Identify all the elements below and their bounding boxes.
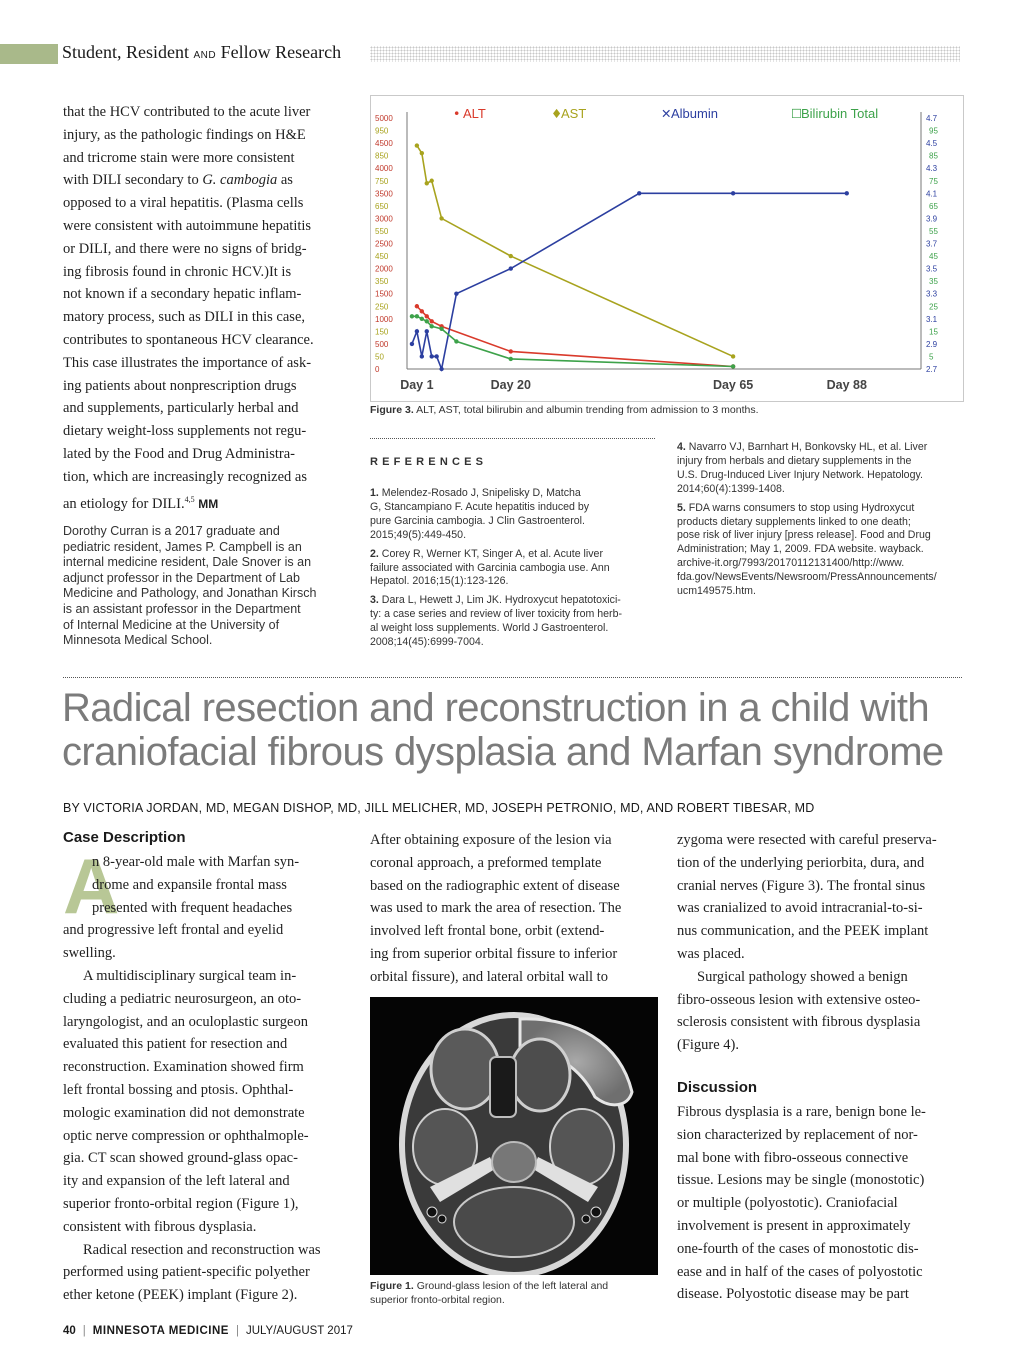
left-axis-tick-label: 1000 [375, 314, 393, 324]
figure1-caption-text: superior fronto-orbital region. [370, 1293, 505, 1306]
left-axis-tick-label: 4500 [375, 139, 393, 149]
text-line: sclerosis consistent with fibrous dysplasia [677, 1014, 921, 1031]
references-column-2 [677, 441, 967, 604]
text-line: A multidisciplinary surgical team in- [83, 967, 297, 984]
text-line: were consistent with autoimmune hepatitis [63, 217, 312, 234]
reference-text: 2015;49(5):449-450. [370, 528, 467, 541]
text-line: swelling. [63, 945, 116, 962]
data-point-bilirubin-total [731, 364, 735, 368]
text-line: orbital fissure), and lateral orbital wall to [370, 968, 608, 985]
section-header-part2: Fellow Research [220, 42, 342, 62]
data-point-albumin [420, 354, 424, 358]
text-line: ity and expansion of the left lateral and [63, 1173, 290, 1190]
text-line: Surgical pathology showed a benign [697, 968, 908, 985]
previous-article-text [63, 101, 348, 515]
data-point-albumin [845, 191, 849, 195]
right-axis-inner-tick-label: 65 [929, 201, 938, 211]
right-axis-tick-label: 2.9 [926, 339, 938, 349]
data-point-bilirubin-total [420, 317, 424, 321]
reference-text: FDA warns consumers to stop using Hydroxycut [688, 501, 915, 514]
section-header-and: AND [193, 50, 217, 61]
references-divider [370, 438, 655, 439]
text-line: Radical resection and reconstruction was [83, 1241, 321, 1258]
data-point-alt [509, 349, 513, 353]
text-line: opposed to a viral hepatitis. (Plasma cells [63, 195, 304, 212]
reference-text: archive-it.org/7993/20170112131400/http://www. [677, 557, 905, 570]
article-title-line: Radical resection and reconstruction in a child with [62, 686, 930, 730]
text-line: gia. CT scan showed ground-glass opac- [63, 1150, 298, 1167]
text-line: zygoma were resected with careful preserva- [677, 832, 937, 848]
data-point-ast [420, 151, 424, 155]
discussion-heading: Discussion [677, 1079, 758, 1096]
text-line: nus communication, and the PEEK implant [677, 923, 929, 940]
article-title [62, 686, 944, 774]
text-line: was cranialized to avoid intracranial-to-si- [677, 900, 923, 917]
text-line: mal bone with fibro-osseous connective [677, 1149, 909, 1166]
data-point-ast [439, 216, 443, 220]
text-line: (Figure 4). [677, 1037, 740, 1054]
case-description-heading: Case Description [63, 829, 186, 846]
text-line: or DILI, and there were no signs of bridg- [63, 240, 307, 257]
data-point-albumin [434, 354, 438, 358]
left-axis-tick-label: 3000 [375, 214, 393, 224]
data-point-ast [425, 181, 429, 185]
left-axis-tick-label: 2500 [375, 239, 393, 249]
right-axis-inner-tick-label: 55 [929, 226, 938, 236]
x-axis-category-label: Day 65 [712, 378, 754, 392]
data-point-alt [430, 319, 434, 323]
reference-text: ucm149575.htm. [677, 585, 756, 598]
text-line: that the HCV contributed to the acute liver [63, 104, 311, 120]
right-axis-tick-label: 3.1 [926, 314, 938, 324]
reference-item [677, 502, 967, 599]
data-point-bilirubin-total [410, 314, 414, 318]
text-line: and tricrome stain were more consistent [63, 149, 295, 166]
text-line: was used to mark the area of resection. The [370, 900, 622, 917]
text-line: and supplements, particularly herbal and [63, 400, 299, 417]
page-number: 40 [63, 1325, 76, 1337]
data-point-albumin [637, 191, 641, 195]
reference-text: Melendez-Rosado J, Snipelisky D, Matcha [381, 487, 581, 499]
text-line: an etiology for DILI.$^{4,5}$ MM [63, 494, 219, 512]
left-axis-inner-tick-label: 350 [375, 277, 389, 287]
reference-number: 4. [677, 441, 686, 453]
right-axis-tick-label: 3.3 [926, 289, 938, 299]
x-axis-category-label: Day 1 [400, 378, 434, 392]
bio-line: Dorothy Curran is a 2017 graduate and [63, 524, 280, 538]
right-axis-inner-tick-label: 25 [929, 302, 938, 312]
text-line: cranial nerves (Figure 3). The frontal sinus [677, 877, 926, 894]
text-line: evaluated this patient for resection and [63, 1036, 288, 1053]
right-axis-inner-tick-label: 35 [929, 277, 938, 287]
references-heading: REFERENCES [370, 456, 488, 468]
reference-text: Administration; May 1, 2009. FDA website. wayback. [677, 543, 924, 556]
reference-text: al weight loss supplements. World J Gastroenterol. [370, 622, 609, 635]
legend-label: Albumin [671, 106, 718, 121]
legend-label: ALT [463, 106, 486, 121]
reference-number: 5. [677, 501, 686, 514]
citation-superscript: 4,5 [184, 494, 195, 504]
text-line: ether ketone (PEEK) implant (Figure 2). [63, 1287, 298, 1304]
text-line: fibro-osseous lesion with extensive osteo- [677, 991, 921, 1008]
series-line-albumin [412, 193, 847, 369]
text-line: After obtaining exposure of the lesion via [370, 832, 612, 848]
reference-number: 3. [370, 594, 379, 607]
text-line: laryngologist, and an oculoplastic surgeon [63, 1013, 308, 1030]
text-line: sion characterized by replacement of nor- [677, 1126, 918, 1143]
text-line: Fibrous dysplasia is a rare, benign bone le- [677, 1104, 926, 1120]
figure3-caption-text: ALT, AST, total bilirubin and albumin trending from admission to 3 months. [416, 404, 759, 416]
reference-text: Dara L, Hewett J, Lim JK. Hydroxycut hepatotoxici- [381, 594, 621, 607]
reference-text: failure associated with Garcinia cambogia use. Ann [370, 561, 610, 574]
figure1-caption-text: Ground-glass lesion of the left lateral and [416, 1280, 609, 1292]
text-line: ing patients about nonprescription drugs [63, 377, 297, 394]
reference-number: 2. [370, 547, 379, 560]
text-line: reconstruction. Examination showed firm [63, 1059, 304, 1076]
text-line: based on the radiographic extent of disease [370, 877, 620, 894]
bio-line: of Internal Medicine at the University of [63, 617, 280, 632]
left-axis-tick-label: 5000 [375, 114, 393, 123]
author-bio [63, 524, 343, 649]
data-point-albumin [410, 342, 414, 346]
text-line: superior fronto-orbital region (Figure 1), [63, 1195, 299, 1212]
right-axis-inner-tick-label: 15 [929, 327, 938, 337]
legend-marker: ☐ [791, 106, 803, 121]
data-point-albumin [425, 329, 429, 333]
data-point-alt [425, 314, 429, 318]
text-line: drome and expansile frontal mass [92, 876, 287, 893]
text-line: ing from superior orbital fissure to inferior [370, 945, 618, 962]
reference-text: Corey R, Werner KT, Singer A, et al. Acute liver [381, 547, 603, 560]
text-line: with DILI secondary to G. cambogia as [63, 172, 293, 189]
article-column-3-text [677, 829, 967, 1057]
text-line: not known if a secondary hepatic inflam- [63, 286, 302, 303]
reference-item [370, 594, 660, 650]
data-point-bilirubin-total [425, 319, 429, 323]
left-axis-inner-tick-label: 950 [375, 126, 389, 136]
text-line: coronal approach, a preformed template [370, 854, 602, 871]
figure1-caption [370, 1280, 608, 1307]
text-line: ing fibrosis found in chronic HCV.)It is [63, 263, 292, 280]
right-axis-tick-label: 2.7 [926, 365, 938, 374]
legend-marker: ✕ [661, 106, 672, 121]
references-column-1 [370, 487, 660, 655]
text-line: optic nerve compression or ophthalmople- [63, 1127, 309, 1144]
data-point-ast [509, 254, 513, 258]
text-line: or multiple (polyostotic). Craniofacial [677, 1195, 898, 1212]
left-axis-tick-label: 0 [375, 365, 380, 374]
bio-line: internal medicine resident, Dale Snover is an [63, 555, 312, 570]
bio-line: adjunct professor in the Department of Lab [63, 570, 300, 585]
reference-text: 2008;14(45):6999-7004. [370, 636, 484, 649]
series-line-alt [417, 306, 733, 366]
text-line: lated by the Food and Drug Administra- [63, 445, 295, 462]
text-line: left frontal bossing and ptosis. Ophthal- [63, 1081, 294, 1098]
text-line: tion, which are increasingly recognized as [63, 468, 307, 485]
section-header [62, 42, 341, 63]
reference-text: ty: a case series and review of liver toxicity from herb- [370, 608, 622, 621]
data-point-albumin [439, 367, 443, 371]
right-axis-inner-tick-label: 5 [929, 352, 934, 362]
text-line: mologic examination did not demonstrate [63, 1104, 305, 1121]
ct-scan-image [370, 997, 658, 1275]
legend-marker: • [453, 106, 461, 121]
data-point-bilirubin-total [439, 327, 443, 331]
text-line: was placed. [677, 945, 745, 962]
reference-item [677, 441, 967, 497]
left-axis-inner-tick-label: 650 [375, 201, 389, 211]
data-point-ast [415, 143, 419, 147]
data-point-ast [731, 354, 735, 358]
issue-date: JULY/AUGUST 2017 [245, 1325, 353, 1337]
series-line-bilirubin-total [412, 316, 733, 366]
header-dotted-pattern [370, 46, 960, 62]
right-axis-inner-tick-label: 95 [929, 126, 938, 136]
data-point-bilirubin-total [430, 324, 434, 328]
text-line: involved left frontal bone, orbit (extend- [370, 923, 605, 940]
right-axis-inner-tick-label: 75 [929, 176, 938, 186]
publication-name: MINNESOTA MEDICINE [92, 1325, 229, 1337]
text-line: involvement is present in approximately [677, 1217, 911, 1234]
data-point-albumin [454, 292, 458, 296]
right-axis-tick-label: 4.7 [926, 114, 938, 123]
data-point-bilirubin-total [415, 314, 419, 318]
data-point-albumin [415, 329, 419, 333]
left-axis-inner-tick-label: 50 [375, 352, 384, 362]
text-line: contributes to spontaneous HCV clearance. [63, 331, 314, 348]
reference-text: pure Garcinia cambogia. J Clin Gastroenterol. [370, 514, 585, 527]
data-point-albumin [731, 191, 735, 195]
text-line: ease and in half of the cases of polyostotic [677, 1263, 923, 1280]
header-accent-bar [0, 44, 58, 64]
reference-item [370, 487, 660, 543]
discussion-text [677, 1101, 967, 1306]
data-point-albumin [430, 354, 434, 358]
reference-text: Hepatol. 2016;15(1):123-126. [370, 575, 509, 588]
left-axis-inner-tick-label: 550 [375, 226, 389, 236]
reference-text: pose risk of liver injury [press release]. Food and Drug [677, 529, 931, 542]
text-line: injury, as the pathologic findings on H&E [63, 126, 306, 143]
legend-label: Bilirubin Total [801, 106, 879, 121]
species-name: G. cambogia [202, 172, 278, 189]
right-axis-tick-label: 3.7 [926, 239, 938, 249]
right-axis-inner-tick-label: 45 [929, 252, 938, 262]
data-point-albumin [509, 266, 513, 270]
reference-text: fda.gov/NewsEvents/Newsroom/PressAnnouncements/ [677, 571, 937, 584]
reference-text: G, Stancampiano F. Acute hepatitis induced by [370, 500, 590, 513]
right-axis-tick-label: 4.5 [926, 139, 938, 149]
data-point-ast [430, 179, 434, 183]
data-point-bilirubin-total [509, 357, 513, 361]
right-axis-tick-label: 4.3 [926, 164, 938, 174]
figure3-label: Figure 3. [370, 404, 414, 416]
chart-svg [371, 96, 963, 401]
article-divider [63, 677, 962, 678]
text-line: consistent with fibrous dysplasia. [63, 1218, 257, 1235]
text-line: disease. Polyostotic disease may be part [677, 1286, 909, 1303]
left-axis-tick-label: 1500 [375, 289, 393, 299]
page-footer: 40 | MINNESOTA MEDICINE | JULY/AUGUST 2017 [63, 1325, 353, 1337]
bio-line: is an assistant professor in the Department [63, 601, 301, 616]
x-axis-category-label: Day 20 [490, 378, 531, 392]
right-axis-tick-label: 4.1 [926, 189, 938, 199]
article-column-2-text [370, 829, 660, 989]
text-line: performed using patient-specific polyether [63, 1264, 310, 1281]
text-line: matory process, such as DILI in this case, [63, 309, 306, 326]
data-point-bilirubin-total [454, 339, 458, 343]
article-title-line: craniofacial fibrous dysplasia and Marfan syndrome [62, 730, 944, 774]
right-axis-inner-tick-label: 85 [929, 151, 938, 161]
reference-text: 2014;60(4):1399-1408. [677, 482, 785, 495]
series-line-ast [417, 146, 733, 357]
data-point-alt [415, 304, 419, 308]
left-axis-inner-tick-label: 750 [375, 176, 389, 186]
text-line: cluding a pediatric neurosurgeon, an oto- [63, 990, 302, 1007]
reference-text: U.S. Drug-Induced Liver Injury Network. Hepatology. [677, 468, 923, 481]
figure1-label: Figure 1. [370, 1280, 414, 1292]
end-mark: MM [198, 496, 219, 511]
text-line: This case illustrates the importance of ask- [63, 354, 312, 371]
reference-text: Navarro VJ, Barnhart H, Bonkovsky HL, et al. Liver [688, 441, 928, 453]
bio-line: Medicine and Pathology, and Jonathan Kirsch [63, 586, 317, 601]
text-line: tion of the underlying periorbita, dura, and [677, 854, 925, 871]
reference-number: 1. [370, 487, 379, 499]
data-point-alt [420, 309, 424, 313]
left-axis-tick-label: 4000 [375, 164, 393, 174]
left-axis-tick-label: 3500 [375, 189, 393, 199]
reference-text: products dietary supplements linked to one death; [677, 515, 911, 528]
right-axis-tick-label: 3.9 [926, 214, 938, 224]
x-axis-category-label: Day 88 [826, 378, 867, 392]
legend-marker: ♦ [551, 106, 563, 121]
drop-cap: A [63, 842, 120, 930]
case-description-text [63, 842, 353, 1307]
legend-label: AST [561, 106, 587, 121]
left-axis-inner-tick-label: 150 [375, 327, 389, 337]
right-axis-tick-label: 3.5 [926, 264, 938, 274]
left-axis-inner-tick-label: 250 [375, 302, 389, 312]
text-line: tissue. Lesions may be single (monostotic) [677, 1172, 925, 1189]
figure3-caption [370, 404, 759, 416]
reference-text: injury from herbals and dietary supplements in the [677, 454, 912, 467]
section-header-part1: Student, Resident [62, 42, 189, 62]
text-line: and progressive left frontal and eyelid [63, 922, 284, 939]
left-axis-inner-tick-label: 450 [375, 252, 389, 262]
reference-item [370, 548, 660, 590]
left-axis-tick-label: 2000 [375, 264, 393, 274]
text-line: n 8-year-old male with Marfan syn- [92, 854, 300, 870]
article-byline: BY VICTORIA JORDAN, MD, MEGAN DISHOP, MD, JILL MELICHER, MD, JOSEPH PETRONIO, MD, AND ROBERT TIBESAR, MD [63, 801, 815, 815]
figure3-chart [370, 95, 964, 402]
bio-line: Minnesota Medical School. [63, 633, 213, 648]
left-axis-inner-tick-label: 850 [375, 151, 389, 161]
text-line: one-fourth of the cases of monostotic dis- [677, 1240, 919, 1257]
bio-line: pediatric resident, James P. Campbell is an [63, 539, 302, 554]
ct-scan-illustration [370, 997, 658, 1275]
text-line: dietary weight-loss supplements not regu- [63, 423, 307, 440]
text-line: presented with frequent headaches [92, 899, 293, 916]
left-axis-tick-label: 500 [375, 339, 389, 349]
